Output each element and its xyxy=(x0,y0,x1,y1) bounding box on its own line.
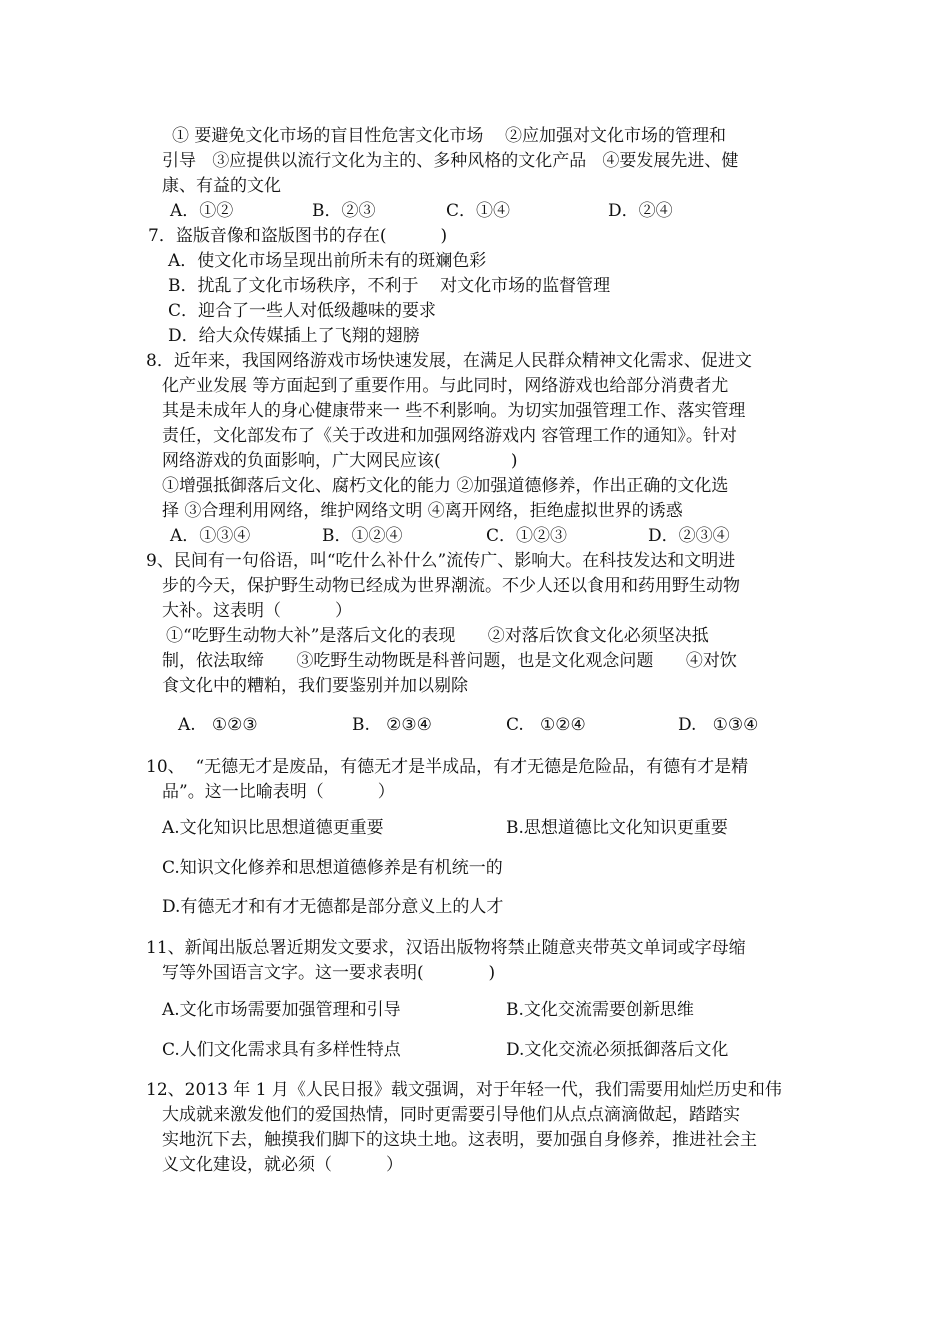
q7-stem: 7．盗版音像和盗版图书的存在( ) xyxy=(148,226,448,246)
q9-line-6: 食文化中的糟粕，我们要鉴别并加以剔除 xyxy=(162,676,468,696)
q7-option-d: D．给大众传媒插上了飞翔的翅膀 xyxy=(168,326,420,346)
q7-option-a: A．使文化市场呈现出前所未有的斑斓色彩 xyxy=(168,251,487,271)
q8-option-b: B．①②④ xyxy=(322,526,403,546)
q10-option-a: A.文化知识比思想道德更重要 xyxy=(162,818,384,838)
q9-option-b: B. ②③④ xyxy=(352,715,432,735)
q10-line-1: 10、 “无德无才是废品，有德无才是半成品，有才无德是危险品，有德有才是精 xyxy=(146,757,749,777)
q9-line-1: 9、民间有一句俗语，叫“吃什么补什么”流传广、影响大。在科技发达和文明进 xyxy=(146,551,736,571)
q6-option-c: C．①④ xyxy=(446,201,511,221)
q6-option-d: D．②④ xyxy=(608,201,673,221)
q8-option-c: C．①②③ xyxy=(486,526,568,546)
q6-option-b: B．②③ xyxy=(312,201,376,221)
q12-line-1: 12、2013 年 1 月《人民日报》载文强调，对于年轻一代，我们需要用灿烂历史和伟 xyxy=(146,1080,782,1100)
q8-line-2: 化产业发展 等方面起到了重要作用。与此同时，网络游戏也给部分消费者尤 xyxy=(162,376,729,396)
q11-line-1: 11、新闻出版总署近期发文要求，汉语出版物将禁止随意夹带英文单词或字母缩 xyxy=(146,938,746,958)
q12-line-2: 大成就来激发他们的爱国热情，同时更需要引导他们从点点滴滴做起，踏踏实 xyxy=(162,1105,740,1125)
q9-line-2: 步的今天，保护野生动物已经成为世界潮流。不少人还以食用和药用野生动物 xyxy=(162,576,740,596)
q7-option-c: C．迎合了一些人对低级趣味的要求 xyxy=(168,301,437,321)
q9-option-a: A. ①②③ xyxy=(178,715,258,735)
q11-option-d: D.文化交流必须抵御落后文化 xyxy=(506,1040,729,1060)
q8-line-3: 其是未成年人的身心健康带来一 些不利影响。为切实加强管理工作、落实管理 xyxy=(162,401,746,421)
q11-option-a: A.文化市场需要加强管理和引导 xyxy=(162,1000,401,1020)
q11-option-c: C.人们文化需求具有多样性特点 xyxy=(162,1040,401,1060)
q6-line-2: 引导 ③应提供以流行文化为主的、多种风格的文化产品 ④要发展先进、健 xyxy=(162,151,739,171)
q8-option-d: D．②③④ xyxy=(648,526,730,546)
q9-line-5: 制，依法取缔 ③吃野生动物既是科普问题，也是文化观念问题 ④对饮 xyxy=(162,651,737,671)
q9-line-4: ①“吃野生动物大补”是落后文化的表现 ②对落后饮食文化必须坚决抵 xyxy=(166,626,709,646)
q12-line-3: 实地沉下去，触摸我们脚下的这块土地。这表明，要加强自身修养，推进社会主 xyxy=(162,1130,757,1150)
q9-option-c: C. ①②④ xyxy=(506,715,586,735)
q10-option-d: D.有德无才和有才无德都是部分意义上的人才 xyxy=(162,897,504,917)
q6-line-1: ① 要避免文化市场的盲目性危害文化市场 ②应加强对文化市场的管理和 xyxy=(172,126,727,146)
q9-option-d: D. ①③④ xyxy=(678,715,759,735)
q8-line-6: ①增强抵御落后文化、腐朽文化的能力 ②加强道德修养，作出正确的文化选 xyxy=(162,476,729,496)
q10-line-2: 品”。这一比喻表明（ ） xyxy=(162,782,395,802)
q11-line-2: 写等外国语言文字。这一要求表明( ) xyxy=(162,963,496,983)
q7-option-b: B．扰乱了文化市场秩序，不利于 对文化市场的监督管理 xyxy=(168,276,611,296)
q8-option-a: A．①③④ xyxy=(170,526,251,546)
q8-line-5: 网络游戏的负面影响，广大网民应该( ) xyxy=(162,451,518,471)
q12-line-4: 义文化建设，就必须（ ） xyxy=(162,1155,404,1175)
q8-line-7: 择 ③合理利用网络，维护网络文明 ④离开网络，拒绝虚拟世界的诱惑 xyxy=(162,501,683,521)
q6-option-a: A．①② xyxy=(170,201,234,221)
q10-option-c: C.知识文化修养和思想道德修养是有机统一的 xyxy=(162,858,503,878)
q10-option-b: B.思想道德比文化知识更重要 xyxy=(506,818,728,838)
q6-line-3: 康、有益的文化 xyxy=(162,176,281,196)
q9-line-3: 大补。这表明（ ） xyxy=(162,601,353,621)
q8-line-1: 8．近年来，我国网络游戏市场快速发展，在满足人民群众精神文化需求、促进文 xyxy=(146,351,752,371)
q11-option-b: B.文化交流需要创新思维 xyxy=(506,1000,694,1020)
q8-line-4: 责任，文化部发布了《关于改进和加强网络游戏内 容管理工作的通知》。针对 xyxy=(162,426,737,446)
